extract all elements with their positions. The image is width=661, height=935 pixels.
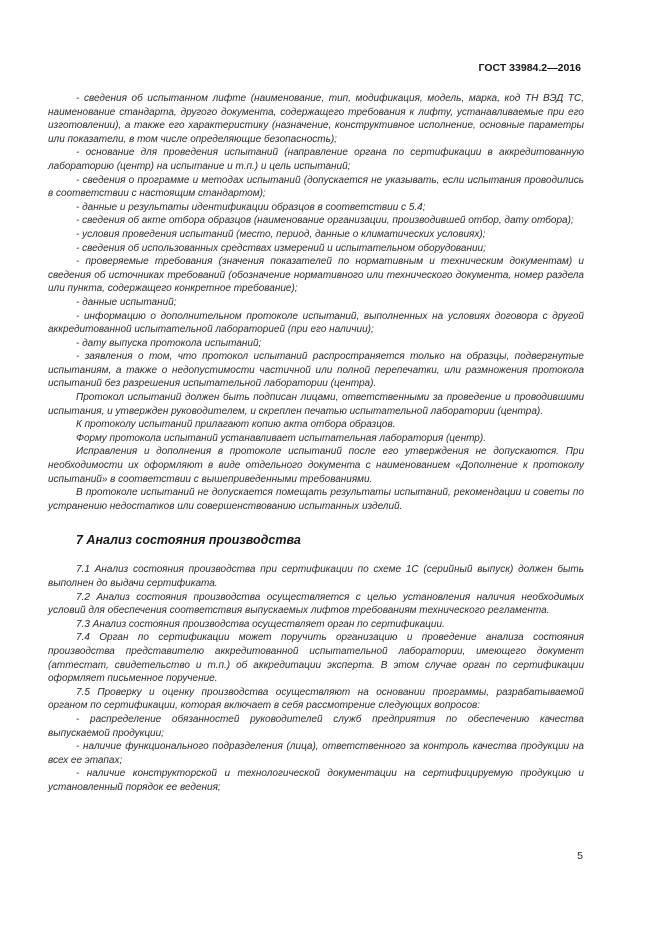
paragraph: - наличие конструкторской и технологической документации на сертифицируемую продукцию и установленный порядок ее ведения; [48,768,584,793]
paragraph: - условия проведения испытаний (место, период, данные о климатических условиях); [76,228,486,240]
paragraph: 7.3 Анализ состояния производства осуществляет орган по сертификации. [76,618,445,630]
paragraph: - сведения об использованных средствах измерений и испытательном оборудовании; [76,242,486,254]
paragraph: - данные испытаний; [76,296,177,308]
paragraph: - распределение обязанностей руководителей служб предприятия по обеспечению качества выпускаемой продукции; [48,713,584,739]
page-number: 5 [577,850,583,862]
paragraph: - наличие функционального подразделения (лица), ответственного за контроль качества продукции на всех ее этапах; [48,741,584,766]
paragraph: - сведения о программе и методах испытаний (допускается не указывать, если испытания проводились в соответствии с настоящим стандартом); [48,174,584,200]
page-body [48,92,584,795]
paragraph: - дату выпуска протокола испытаний; [76,337,262,349]
paragraph: - сведения об испытанном лифте (наименование, тип, модификация, модель, марка, код ТН ВЭД ТС, наименование стандарта, другого документа, содержащего требования к лифту, устанавливаемые при его изготовлении), а также его характеристику (назначение, конструктивное исполнение, основные параметры или показатели, в том числе определяющие безопасность); [48,93,584,145]
paragraph: К протоколу испытаний прилагают копию акта отбора образцов. [76,419,396,431]
section-heading: 7 Анализ состояния производства [76,533,301,548]
paragraph: - проверяемые требования (значения показателей по нормативным и техническим документам) и сведения об источниках требований (обозначение нормативного или технического документа, номер раздела или пункта, содержащего конкретное требование); [48,256,584,295]
report-requirements-list [48,92,584,513]
paragraph: Форму протокола испытаний устанавливает испытательная лаборатория (центр). [76,432,486,444]
paragraph: - информацию о дополнительном протоколе испытаний, выполненных на условиях договора с другой аккредитованной испытательной лабораторией (при его наличии); [48,310,584,336]
paragraph: В протоколе испытаний не допускается помещать результаты испытаний, рекомендации и советы по устранению недостатков или совершенствованию испытанных изделий. [48,487,584,512]
paragraph: Исправления и дополнения в протоколе испытаний после его утверждения не допускаются. При необходимости их оформляют в виде отдельного документа с наименованием «Дополнение к протоколу испытаний» в соответствии с вышеприведенными требованиями. [48,446,584,485]
paragraph: 7.5 Проверку и оценку производства осуществляют на основании программы, разрабатываемой органом по сертификации, которая включает в себя рассмотрение следующих вопросов: [48,686,584,712]
document-code: ГОСТ 33984.2—2016 [478,62,581,74]
section-7-body [48,563,584,794]
paragraph: - данные и результаты идентификации образцов в соответствии с 5.4; [76,201,426,213]
paragraph: - сведения об акте отбора образцов (наименование организации, производившей отбор, дату отбора); [76,215,574,227]
paragraph: - заявления о том, что протокол испытаний распространяется только на образцы, подвергнутые испытаниям, а также о недопустимости частичной или полной перепечатки, или размножения протокола испытаний без разрешения испытательной лаборатории (центра). [48,351,584,390]
paragraph: 7.4 Орган по сертификации может поручить организацию и проведение анализа состояния производства представителю аккредитованной испытательной лаборатории, имеющего документ (аттестат, свидетельство и т.п.) об аккредитации эксперта. В этом случае орган по сертификации оформляет письменное поручение. [48,632,584,685]
paragraph: Протокол испытаний должен быть подписан лицами, ответственными за проведение и проводившими испытания, и утвержден руководителем, и скреплен печатью испытательной лаборатории (центра). [48,392,584,417]
paragraph: 7.1 Анализ состояния производства при сертификации по схеме 1С (серийный выпуск) должен быть выполнен до выдачи сертификата. [48,564,584,589]
paragraph: 7.2 Анализ состояния производства осуществляется с целью установления наличия необходимых условий для обеспечения соответствия выпускаемых лифтов требованиям технического регламента. [48,591,584,617]
paragraph: - основание для проведения испытаний (направление органа по сертификации в аккредитованную лабораторию (центр) на испытание и т.п.) и цель испытаний; [48,147,584,172]
